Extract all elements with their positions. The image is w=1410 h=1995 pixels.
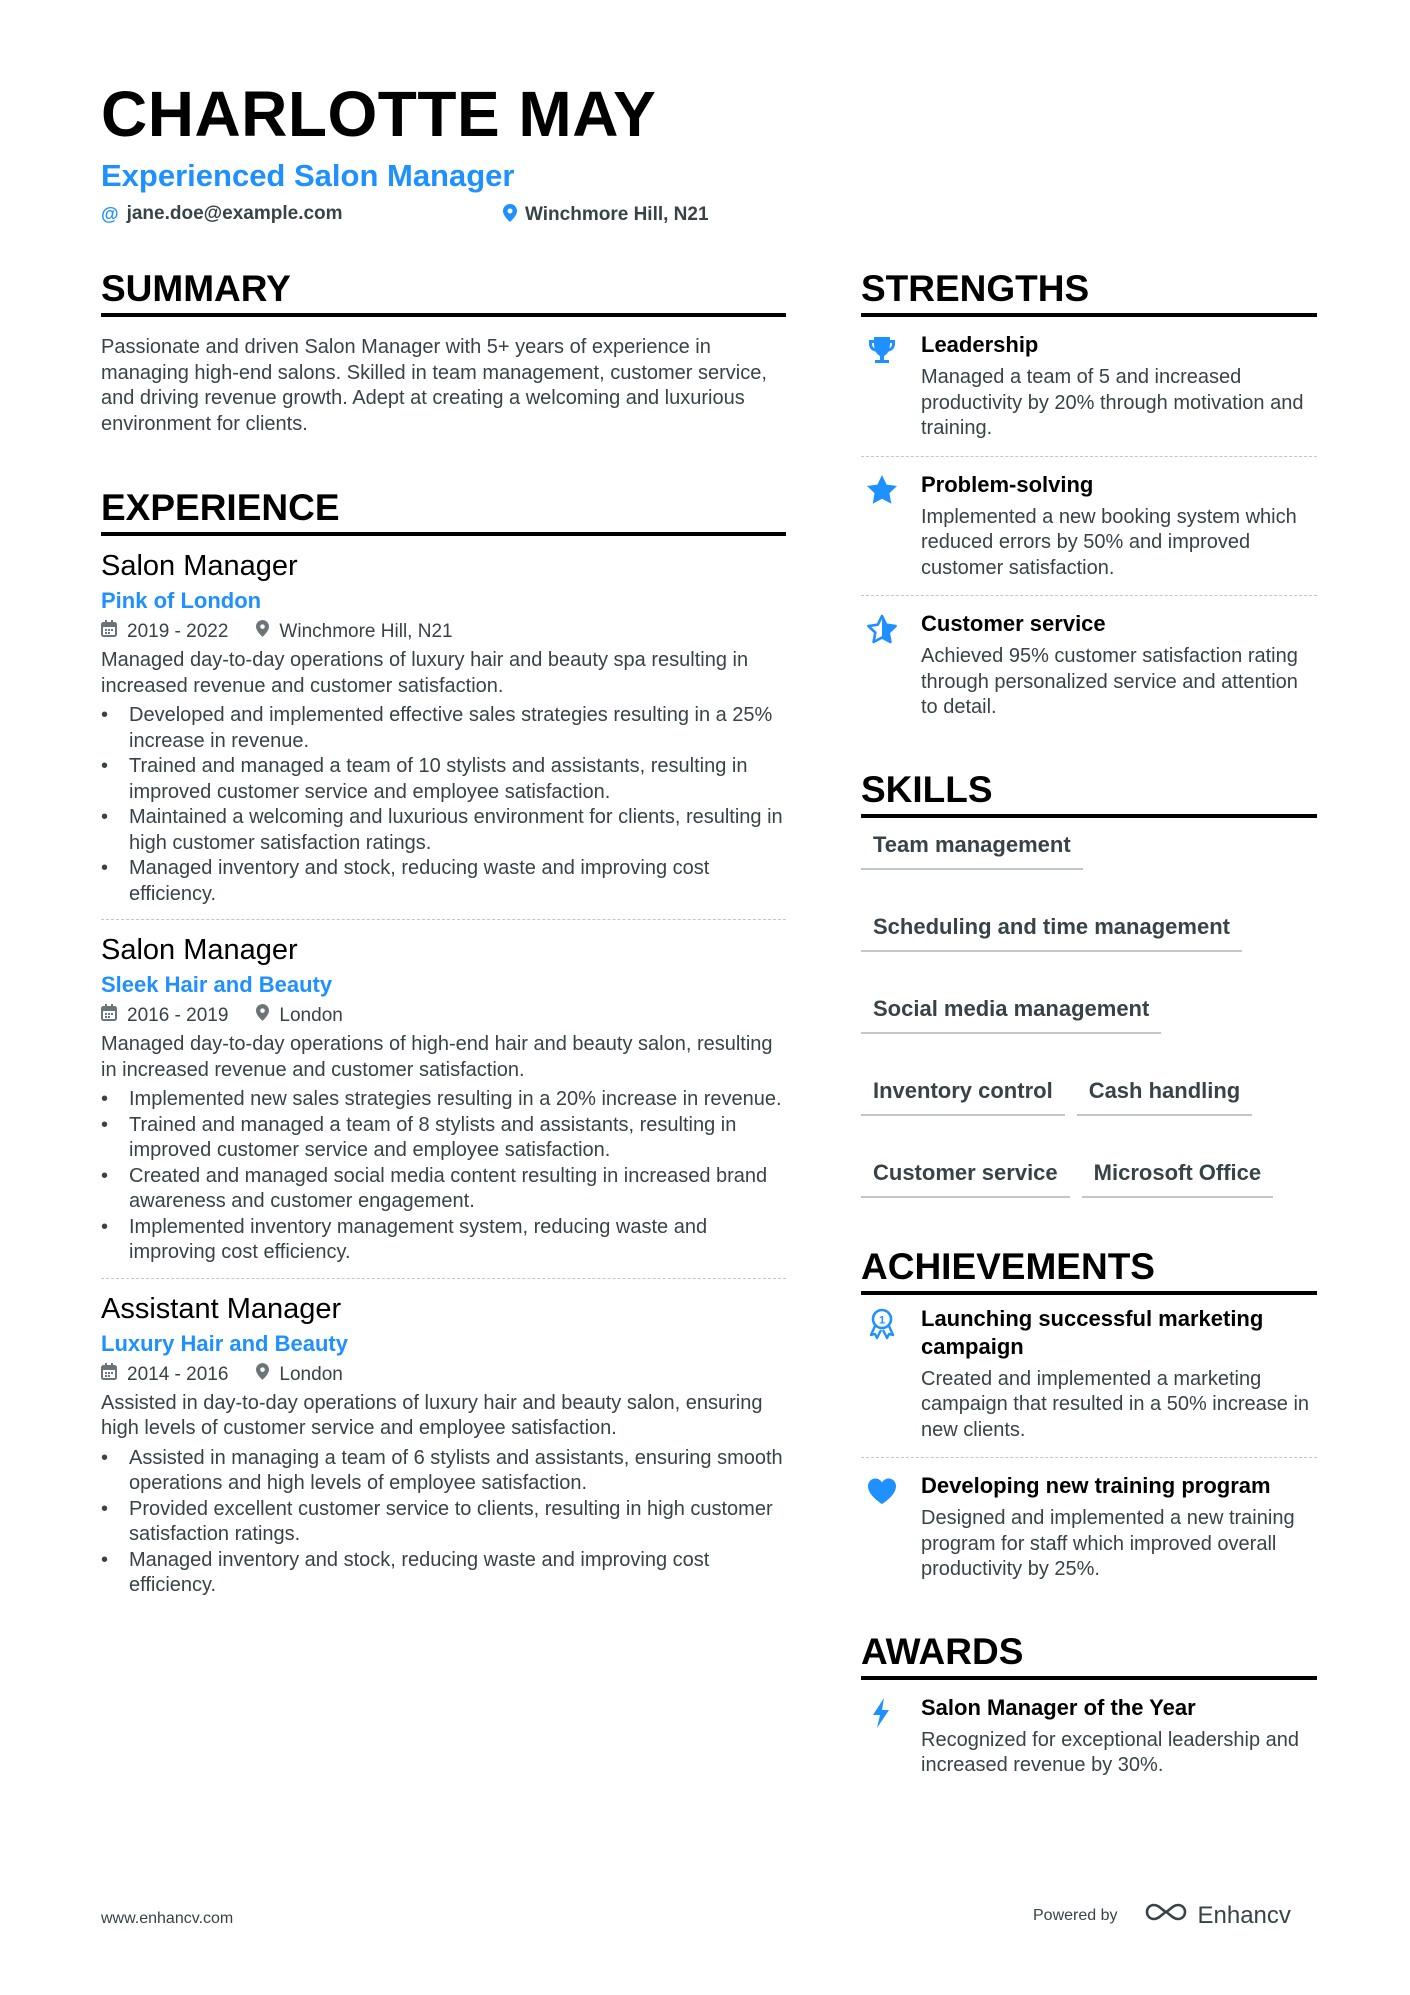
strength-item xyxy=(861,595,1317,735)
achievement-title: Developing new training program xyxy=(921,1473,1271,1498)
strength-title: Problem-solving xyxy=(921,471,1094,497)
location-text: Winchmore Hill, N21 xyxy=(525,204,709,225)
left-column xyxy=(101,270,786,1599)
strength-item xyxy=(861,456,1317,596)
strength-text: Achieved 95% customer satisfaction rating through personalized service and attention to detail. xyxy=(921,645,1298,718)
job-bullets xyxy=(101,1446,786,1599)
job-bullet: • Implemented inventory management system, reducing waste and improving cost efficiency. xyxy=(101,1215,786,1266)
achievement-text: Designed and implemented a new training program for staff which improved overall productivity by 25%. xyxy=(921,1507,1295,1580)
job-description: Managed day-to-day operations of high-end hair and beauty salon, resulting in increased revenue and customer satisfaction. xyxy=(101,1033,773,1081)
footer-branding[interactable] xyxy=(1033,1900,1291,1931)
contact-email[interactable] xyxy=(101,204,343,223)
brand-logo xyxy=(1142,1900,1291,1931)
job-company: Pink of London xyxy=(101,588,262,613)
job-company: Luxury Hair and Beauty xyxy=(101,1330,348,1356)
calendar-icon xyxy=(101,1002,117,1030)
candidate-name: CHARLOTTE MAY xyxy=(101,78,657,150)
job-meta xyxy=(101,618,786,646)
location-pin-icon xyxy=(256,1361,269,1389)
calendar-icon xyxy=(101,1361,117,1389)
achievements-heading: ACHIEVEMENTS xyxy=(861,1248,1317,1295)
at-icon: @ xyxy=(101,203,119,224)
strengths-section xyxy=(861,270,1317,735)
experience-heading: EXPERIENCE xyxy=(101,489,786,536)
footer-website[interactable]: www.enhancv.com xyxy=(101,1910,234,1927)
strength-text: Implemented a new booking system which reduced errors by 50% and improved customer satisfaction. xyxy=(921,505,1297,579)
job-role: Salon Manager xyxy=(101,550,298,582)
contact-location xyxy=(503,204,709,225)
powered-by-label: Powered by xyxy=(1033,1906,1118,1924)
summary-section xyxy=(101,270,786,437)
location-pin-icon xyxy=(503,204,517,225)
job-bullet: • Maintained a welcoming and luxurious environment for clients, resulting in high customer satisfaction ratings. xyxy=(101,805,786,856)
skills-list xyxy=(861,832,1317,1198)
skill-tag: Team management xyxy=(861,832,1083,870)
job-bullet: • Assisted in managing a team of 6 stylists and assistants, ensuring smooth operations and high levels of employee satisfaction. xyxy=(101,1446,786,1497)
job-bullet: • Managed inventory and stock, reducing waste and improving cost efficiency. xyxy=(101,856,786,907)
location-pin-icon xyxy=(256,1002,269,1030)
strength-item xyxy=(861,317,1317,456)
job-company: Sleek Hair and Beauty xyxy=(101,972,333,997)
awards-section xyxy=(861,1630,1317,1793)
skill-tag: Social media management xyxy=(861,996,1161,1034)
job-dates: 2019 - 2022 xyxy=(127,621,229,642)
calendar-icon xyxy=(101,618,117,646)
star-outline-icon xyxy=(861,610,903,721)
job-location: London xyxy=(279,1363,343,1385)
job-bullets xyxy=(101,703,786,907)
experience-entry xyxy=(101,536,786,907)
job-role: Salon Manager xyxy=(101,934,298,966)
skill-tag: Customer service xyxy=(861,1160,1070,1198)
job-role: Assistant Manager xyxy=(101,1292,342,1325)
location-pin-icon xyxy=(256,618,269,646)
experience-entry xyxy=(101,919,786,1266)
job-description: Managed day-to-day operations of luxury hair and beauty spa resulting in increased revenue and customer satisfaction. xyxy=(101,649,749,697)
award-text: Recognized for exceptional leadership and increased revenue by 30%. xyxy=(921,1728,1300,1776)
achievement-item xyxy=(861,1295,1317,1458)
skills-heading: SKILLS xyxy=(861,771,1317,818)
awards-heading: AWARDS xyxy=(861,1633,1317,1680)
strength-title: Leadership xyxy=(921,332,1039,357)
experience-section xyxy=(101,489,786,1599)
infinity-logo-icon xyxy=(1142,1900,1190,1931)
experience-entry xyxy=(101,1278,786,1599)
trophy-icon xyxy=(861,331,903,442)
strength-title: Customer service xyxy=(921,611,1106,636)
summary-heading: SUMMARY xyxy=(101,270,786,317)
job-meta xyxy=(101,1002,786,1030)
job-bullet: • Implemented new sales strategies resulting in a 20% increase in revenue. xyxy=(101,1087,786,1113)
achievement-text: Created and implemented a marketing campaign that resulted in a 50% increase in new clients. xyxy=(921,1367,1310,1441)
award-title: Salon Manager of the Year xyxy=(921,1694,1196,1720)
email-text: jane.doe@example.com xyxy=(126,203,343,224)
skills-section xyxy=(861,768,1317,1198)
job-bullet: • Developed and implemented effective sales strategies resulting in a 25% increase in revenue. xyxy=(101,703,786,754)
lightning-icon xyxy=(861,1694,903,1779)
summary-text: Passionate and driven Salon Manager with 5+ years of experience in managing high-end salons. Skilled in team management, customer service, and driving revenue growth. Adept at creating a welcoming and luxurious environment for clients. xyxy=(101,336,767,435)
job-location: London xyxy=(279,1005,343,1026)
job-bullet: • Trained and managed a team of 10 stylists and assistants, resulting in improved customer service and employee satisfaction. xyxy=(101,754,786,805)
job-bullet: • Trained and managed a team of 8 stylists and assistants, resulting in improved customer service and employee satisfaction. xyxy=(101,1113,786,1164)
medal-icon xyxy=(861,1305,903,1444)
skill-tag: Scheduling and time management xyxy=(861,914,1242,952)
skill-tag: Cash handling xyxy=(1077,1078,1253,1116)
skill-tag: Inventory control xyxy=(861,1078,1065,1116)
achievement-item xyxy=(861,1457,1317,1597)
right-column xyxy=(861,270,1317,1793)
strength-text: Managed a team of 5 and increased productivity by 20% through motivation and training. xyxy=(921,366,1304,439)
award-item xyxy=(861,1680,1317,1793)
candidate-title: Experienced Salon Manager xyxy=(101,158,515,193)
job-bullets xyxy=(101,1087,786,1266)
job-bullet: • Provided excellent customer service to clients, resulting in high customer satisfaction ratings. xyxy=(101,1497,786,1548)
skill-tag: Microsoft Office xyxy=(1082,1160,1273,1198)
star-icon xyxy=(861,471,903,582)
svg-text:1: 1 xyxy=(878,1314,886,1326)
job-dates: 2016 - 2019 xyxy=(127,1005,229,1026)
job-location: Winchmore Hill, N21 xyxy=(279,621,453,642)
job-bullet: • Managed inventory and stock, reducing waste and improving cost efficiency. xyxy=(101,1548,786,1599)
job-meta xyxy=(101,1361,786,1389)
heart-icon xyxy=(861,1472,903,1583)
job-dates: 2014 - 2016 xyxy=(127,1363,229,1385)
achievements-section xyxy=(861,1245,1317,1597)
achievement-title: Launching successful marketing campaign xyxy=(921,1305,1264,1359)
brand-name: Enhancv xyxy=(1197,1901,1291,1929)
job-bullet: • Created and managed social media content resulting in increased brand awareness and customer engagement. xyxy=(101,1164,786,1215)
job-description: Assisted in day-to-day operations of luxury hair and beauty salon, ensuring high levels of customer service and employee satisfaction. xyxy=(101,1391,763,1439)
strengths-heading: STRENGTHS xyxy=(861,270,1317,317)
